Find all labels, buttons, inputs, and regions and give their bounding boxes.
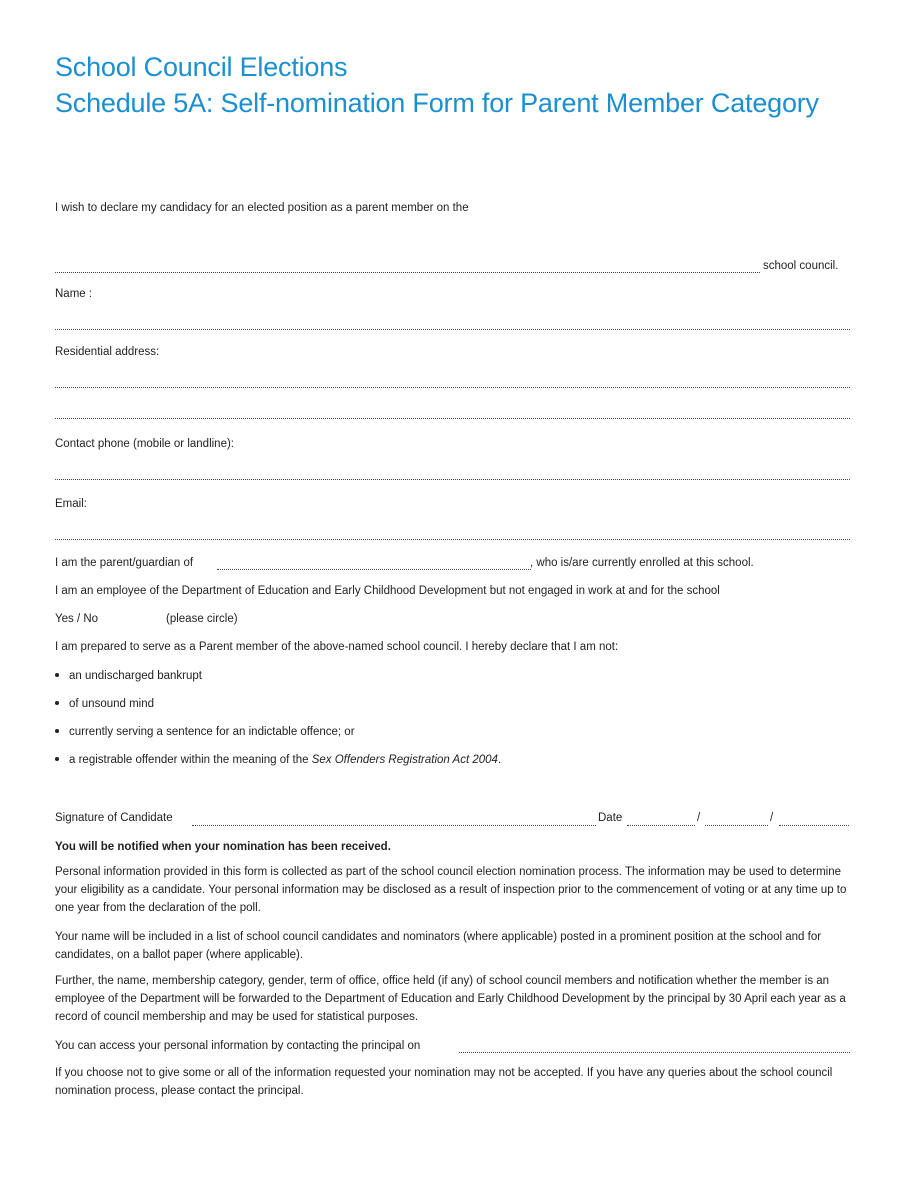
privacy-paragraph-5: If you choose not to give some or all of the information requested your nomination may not be accepted. If you have any queries about the school council nomination process, please contact the principal. [55,1067,833,1097]
date-separator: / [770,812,774,824]
date-separator: / [697,812,701,824]
notified-notice: You will be notified when your nomination has been received. [55,841,391,853]
list-item: of unsound mind [55,697,154,711]
bullet-icon [55,729,59,733]
address-label: Residential address: [55,346,160,358]
declare-intro: I wish to declare my candidacy for an elected position as a parent member on the [55,202,469,214]
parent-of-suffix: , who is/are currently enrolled at this school. [530,557,754,569]
date-year-field[interactable] [779,825,849,826]
privacy-paragraph-1: Personal information provided in this form is collected as part of the school council election nomination process. The information may be used to determine your eligibility as a candidate. Your personal information may be disclosed as a result of inspection prior to the commencement of voting or at any time up to one year from the declaration of the poll. [55,866,847,914]
form-subtitle: Schedule 5A: Self-nomination Form for Parent Member Category [55,88,819,118]
signature-field[interactable] [192,825,596,826]
bullet-icon [55,701,59,705]
date-day-field[interactable] [627,825,695,826]
date-month-field[interactable] [705,825,768,826]
principal-contact-field[interactable] [459,1052,850,1053]
list-item: currently serving a sentence for an indictable offence; or [55,725,355,739]
form-title: School Council Elections [55,52,348,82]
signature-label: Signature of Candidate [55,812,173,824]
yes-no-choice[interactable]: Yes / No [55,613,99,625]
list-item: a registrable offender within the meaning of the Sex Offenders Registration Act 2004. [55,753,501,767]
address-field-line1[interactable] [55,387,850,388]
phone-field[interactable] [55,479,850,480]
name-field[interactable] [55,329,850,330]
employee-statement: I am an employee of the Department of Education and Early Childhood Development but not engaged in work at and for the school [55,585,720,597]
email-label: Email: [55,498,87,510]
email-field[interactable] [55,539,850,540]
name-label: Name : [55,288,93,300]
bullet-icon [55,757,59,761]
parent-of-label: I am the parent/guardian of [55,557,194,569]
bullet-icon [55,673,59,677]
list-item: an undischarged bankrupt [55,669,202,683]
privacy-paragraph-3: Further, the name, membership category, gender, term of office, office held (if any) of school council members and notification whether the member is an employee of the Department will be forwarded to the Department of Education and Early Childhood Development by the principal by 30 April each year as a record of council membership and may be used for statistical purposes. [55,975,846,1023]
serve-statement: I am prepared to serve as a Parent member of the above-named school council. I hereby declare that I am not: [55,641,619,653]
principal-contact-label: You can access your personal information by contacting the principal on [55,1040,421,1052]
student-names-field[interactable] [217,569,531,570]
school-council-suffix: school council. [763,260,839,272]
school-name-field[interactable] [55,272,760,273]
please-circle-note: (please circle) [166,613,238,625]
act-name: Sex Offenders Registration Act 2004 [311,754,498,766]
phone-label: Contact phone (mobile or landline): [55,438,234,450]
date-label: Date [598,812,623,824]
privacy-paragraph-2: Your name will be included in a list of school council candidates and nominators (where applicable) posted in a prominent position at the school and for candidates, on a ballot paper (where applicable). [55,931,822,961]
address-field-line2[interactable] [55,418,850,419]
